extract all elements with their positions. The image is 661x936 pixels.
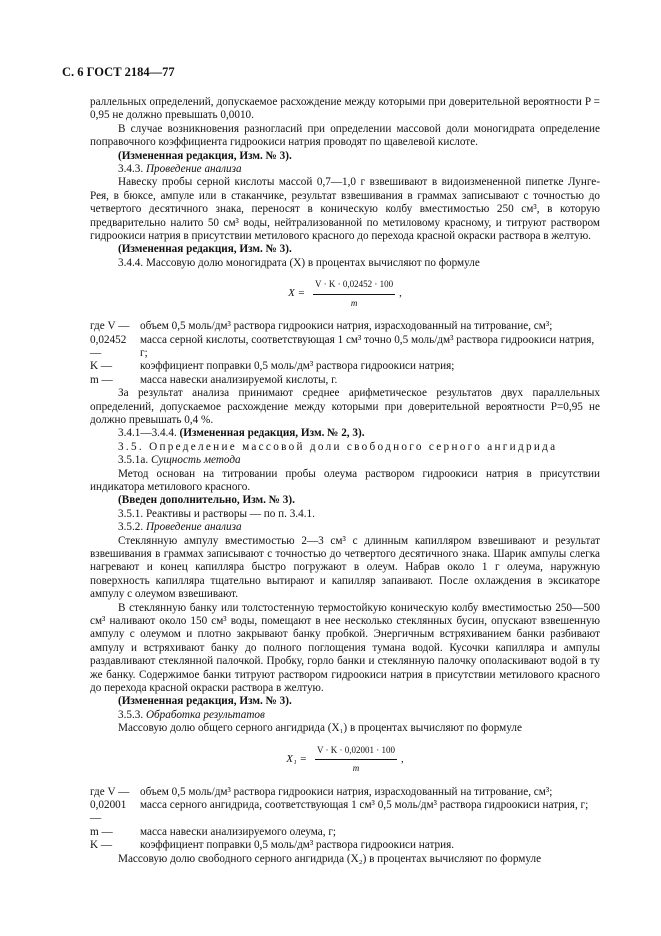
subsection-number: 3.5.2.: [118, 521, 146, 534]
formula-lhs: X =: [288, 287, 306, 300]
paragraph: В стеклянную банку или толстостенную термостойкую коническую колбу вместимостью 250—500 см³ наливают около 150 см³ воды, помещают в нее несколько стеклянных бусин, опускают взвешенную ампулу с олеумом и плотно закрывают банку пробкой. Энергичным встряхиванием банки разбивают ампулу и встряхивают банку до полного поглощения тумана водой. Кусочки капилляра и ампулы раздавливают стеклянной палочкой. Пробку, горло банки и стеклянную палочку ополаскивают водой в ту же банку. Содержимое банки титруют раствором гидроокиси натрия в присутствии метилового красного до перехода красной окраски раствора в желтую.: [90, 601, 600, 695]
paragraph: 3.4.4. Массовую долю моногидрата (X) в процентах вычисляют по формуле: [118, 256, 480, 269]
amendment-note: (Введен дополнительно, Изм. № 3).: [118, 494, 295, 507]
where-item: [90, 786, 600, 799]
subsection-heading: [90, 163, 600, 176]
paragraph: Массовую долю общего серного ангидрида (X₁) в процентах вычисляют по формуле: [118, 722, 522, 735]
where-definition: масса навески анализируемой кислоты, г.: [140, 373, 338, 386]
section-heading: 3.5. Определение массовой доли свободного серного ангидрида: [118, 440, 558, 453]
where-definition: объем 0,5 моль/дм³ раствора гидроокиси натрия, израсходованный на титрование, см³;: [140, 785, 553, 798]
paragraph: раллельных определений, допускаемое расхождение между которыми при доверительной вероятности P = 0,95 не должно превышать 0,0010.: [90, 96, 600, 122]
paragraph: Массовую долю свободного серного ангидрида (X₂) в процентах вычисляют по формуле: [118, 852, 542, 865]
formula: [90, 278, 600, 310]
where-definition: масса серной кислоты, соответствующая 1 см³ точно 0,5 моль/дм³ раствора гидроокиси натрия, г;: [140, 333, 595, 359]
where-symbol: где V —: [90, 320, 130, 333]
where-item: [90, 799, 600, 826]
where-symbol: K —: [90, 839, 113, 852]
where-item: [90, 360, 600, 373]
formula-numerator: V · K · 0,02001 · 100: [315, 744, 397, 760]
paragraph: Метод основан на титровании пробы олеума раствором гидроокиси натрия в присутствии индикатора метилового красного.: [90, 467, 600, 493]
subsection-number: 3.5.1а.: [118, 454, 151, 467]
subsection-heading: [90, 709, 600, 722]
paragraph: Стеклянную ампулу вместимостью 2—3 см³ с длинным капилляром взвешивают и результат взвешивания в граммах записывают с точностью до четвертого десятичного знака. Шарик ампулы слегка нагревают и конец капилляра быстро погружают в олеум. Набрав около 1 г олеума, наружную поверхность капилляра тщательно вытирают и капилляр запаивают. После охлаждения в эксикаторе ампулу с олеумом взвешивают.: [90, 534, 600, 601]
where-definition: коэффициент поправки 0,5 моль/дм³ раствора гидроокиси натрия;: [140, 360, 455, 373]
paragraph: В случае возникновения разногласий при определении массовой доли моногидрата определение поправочного коэффициента гидроокиси натрия проводят по щавелевой кислоте.: [90, 122, 600, 149]
formula-lhs: X₁ =: [286, 752, 307, 765]
where-item: [90, 374, 600, 387]
where-symbol: m —: [90, 825, 113, 838]
subsection-title: Проведение анализа: [145, 521, 242, 534]
amendment-text: (Измененная редакция, Изм. № 2, 3).: [179, 427, 365, 440]
subsection-number: 3.4.3.: [118, 163, 146, 176]
formula-tail: ,: [399, 287, 402, 300]
paragraph: 3.5.1. Реактивы и растворы — по п. 3.4.1.: [118, 507, 315, 520]
formula-tail: ,: [401, 752, 404, 765]
where-symbol: 0,02001 —: [90, 798, 127, 825]
where-symbol: K —: [90, 360, 113, 373]
where-symbol: где V —: [90, 785, 130, 798]
where-symbol: m —: [90, 373, 113, 386]
formula-denominator: m: [352, 763, 360, 774]
amendment-note: (Измененная редакция, Изм. № 3).: [118, 149, 292, 162]
where-symbol: 0,02452 —: [90, 333, 127, 359]
formula-denominator: m: [350, 297, 358, 308]
where-definition: коэффициент поправки 0,5 моль/дм³ раствора гидроокиси натрия.: [140, 839, 455, 852]
subsection-number: 3.5.3.: [118, 708, 146, 721]
where-definition: масса навески анализируемого олеума, г;: [140, 825, 337, 838]
document-body: [90, 96, 600, 866]
where-item: [90, 334, 600, 361]
formula: [90, 744, 600, 776]
subsection-title: Сущность метода: [150, 454, 241, 467]
subsection-title: Проведение анализа: [145, 163, 242, 176]
formula-fraction: [315, 744, 397, 776]
subsection-heading: [90, 454, 600, 467]
page-header: С. 6 ГОСТ 2184—77: [62, 65, 175, 79]
where-item: [90, 826, 600, 839]
amendment-note: [90, 427, 600, 440]
where-definition: масса серного ангидрида, соответствующая 1 см³ 0,5 моль/дм³ раствора гидроокиси натрия, г;: [140, 798, 589, 811]
where-definition: объем 0,5 моль/дм³ раствора гидроокиси натрия, израсходованный на титрование, см³;: [140, 320, 553, 333]
formula-fraction: [313, 278, 395, 310]
subsection-title: Обработка результатов: [145, 708, 265, 721]
where-item: [90, 320, 600, 333]
paragraph: Навеску пробы серной кислоты массой 0,7—1,0 г взвешивают в видоизмененной пипетке Лунге-Рея, в бюксе, ампуле или в стаканчике, результат взвешивания в граммах записывают с точностью до четвертого десятичного знака, переносят в коническую колбу вместимостью 250 см³, в которую предварительно налито 50 см³ воды, нейтрализованной по метиловому красному, и титруют раствором гидроокиси натрия в присутствии метилового красного до перехода красной окраски раствора в желтую.: [90, 176, 600, 243]
subsection-heading: [90, 521, 600, 534]
amendment-note: (Измененная редакция, Изм. № 3).: [118, 695, 292, 708]
clause-range: 3.4.1—3.4.4.: [118, 427, 180, 440]
where-item: [90, 839, 600, 852]
amendment-note: (Измененная редакция, Изм. № 3).: [118, 243, 292, 256]
paragraph: За результат анализа принимают среднее арифметическое результатов двух параллельных определений, допускаемое расхождение между которыми при доверительной вероятности P=0,95 не должно превышать 0,4 %.: [90, 387, 600, 426]
formula-numerator: V · K · 0,02452 · 100: [313, 278, 395, 294]
